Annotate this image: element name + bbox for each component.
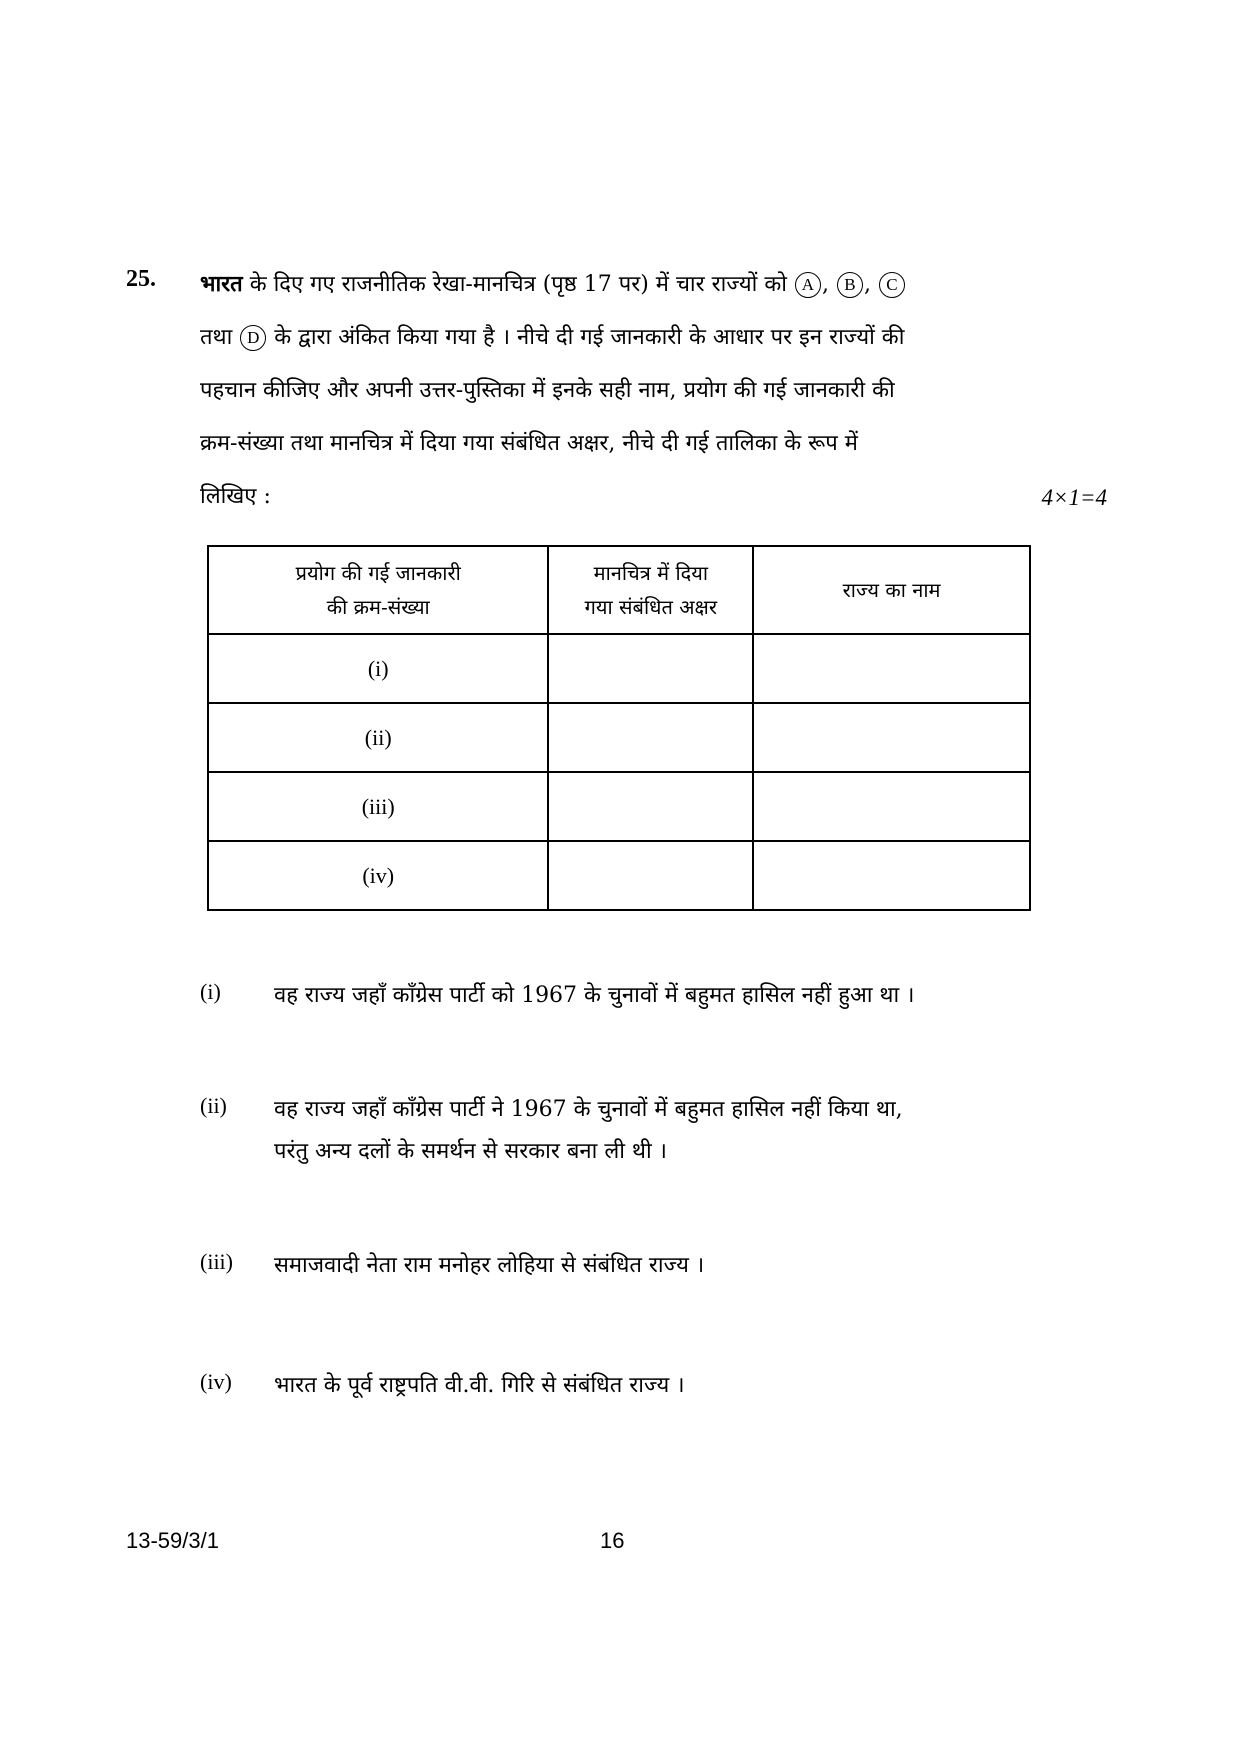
header-letter-line-1: मानचित्र में दिया	[593, 561, 709, 585]
clue-text	[274, 1365, 1060, 1407]
clue-text-line-1: समाजवादी नेता राम मनोहर लोहिया से संबंधित राज्य ।	[274, 1253, 705, 1278]
question-number: 25.	[126, 266, 156, 292]
clue-text	[274, 1089, 1060, 1173]
clue-number: (ii)	[200, 1093, 227, 1118]
row-state-cell	[753, 703, 1030, 772]
table-header-row	[208, 546, 1030, 634]
row-letter-cell	[548, 703, 753, 772]
row-serial-cell: (iii)	[208, 772, 548, 841]
question-line-2-text: के द्वारा अंकित किया गया है । नीचे दी गई जानकारी के आधार पर इन राज्यों की	[267, 325, 905, 350]
marker-b-circle: B	[837, 272, 863, 298]
clue-text	[274, 1245, 1060, 1287]
page-number: 16	[600, 1528, 625, 1553]
table-row	[208, 634, 1030, 703]
clue-number: (iv)	[200, 1369, 232, 1394]
row-serial-cell: (iv)	[208, 841, 548, 910]
row-letter-cell	[548, 841, 753, 910]
row-state-cell	[753, 841, 1030, 910]
table-row	[208, 841, 1030, 910]
question-line-1-text: के दिए गए राजनीतिक रेखा-मानचित्र (पृष्ठ 17 पर) में चार राज्यों को	[242, 272, 794, 297]
answer-table	[207, 545, 1031, 911]
header-serial-line-1: प्रयोग की गई जानकारी	[295, 561, 461, 585]
row-letter-cell	[548, 772, 753, 841]
clue-text	[274, 975, 1060, 1017]
marker-a-circle: A	[795, 272, 821, 298]
question-line-2-prefix: तथा	[200, 325, 240, 350]
marks-allocation: 4×1=4	[1041, 485, 1107, 510]
question-bold-word: भारत	[200, 271, 243, 297]
clue-number: (iii)	[200, 1249, 233, 1274]
row-serial-cell: (i)	[208, 634, 548, 703]
question-line-2	[200, 311, 1050, 364]
header-serial-line-2: की क्रम-संख्या	[326, 595, 430, 619]
paper-code: 13-59/3/1	[126, 1528, 219, 1553]
row-letter-cell	[548, 634, 753, 703]
question-line-4: क्रम-संख्या तथा मानचित्र में दिया गया संबंधित अक्षर, नीचे दी गई तालिका के रूप में	[200, 431, 858, 456]
marker-d-circle: D	[240, 325, 266, 351]
header-map-letter	[548, 546, 753, 634]
header-state-name: राज्य का नाम	[753, 546, 1030, 634]
header-serial-number	[208, 546, 548, 634]
question-line-1: भारत के दिए गए राजनीतिक रेखा-मानचित्र (पृष्ठ 17 पर) में चार राज्यों को A , B , C	[200, 258, 1050, 311]
header-letter-line-2: गया संबंधित अक्षर	[584, 595, 717, 619]
question-text	[200, 258, 1050, 523]
marker-c-circle: C	[879, 272, 905, 298]
question-line-3: पहचान कीजिए और अपनी उत्तर-पुस्तिका में इनके सही नाम, प्रयोग की गई जानकारी की	[200, 378, 895, 403]
row-state-cell	[753, 634, 1030, 703]
question-line-5: लिखिए :	[200, 484, 271, 509]
row-state-cell	[753, 772, 1030, 841]
clue-number: (i)	[200, 979, 221, 1004]
table-row	[208, 772, 1030, 841]
clue-text-line-1: भारत के पूर्व राष्ट्रपति वी.वी. गिरि से संबंधित राज्य ।	[274, 1373, 685, 1398]
row-serial-cell: (ii)	[208, 703, 548, 772]
clue-text-line-1: वह राज्य जहाँ काँग्रेस पार्टी को 1967 के चुनावों में बहुमत हासिल नहीं हुआ था ।	[274, 983, 915, 1008]
table-row	[208, 703, 1030, 772]
clue-text-line-1: वह राज्य जहाँ काँग्रेस पार्टी ने 1967 के चुनावों में बहुमत हासिल नहीं किया था,	[274, 1097, 903, 1122]
clue-text-line-2: परंतु अन्य दलों के समर्थन से सरकार बना ली थी ।	[274, 1139, 668, 1164]
